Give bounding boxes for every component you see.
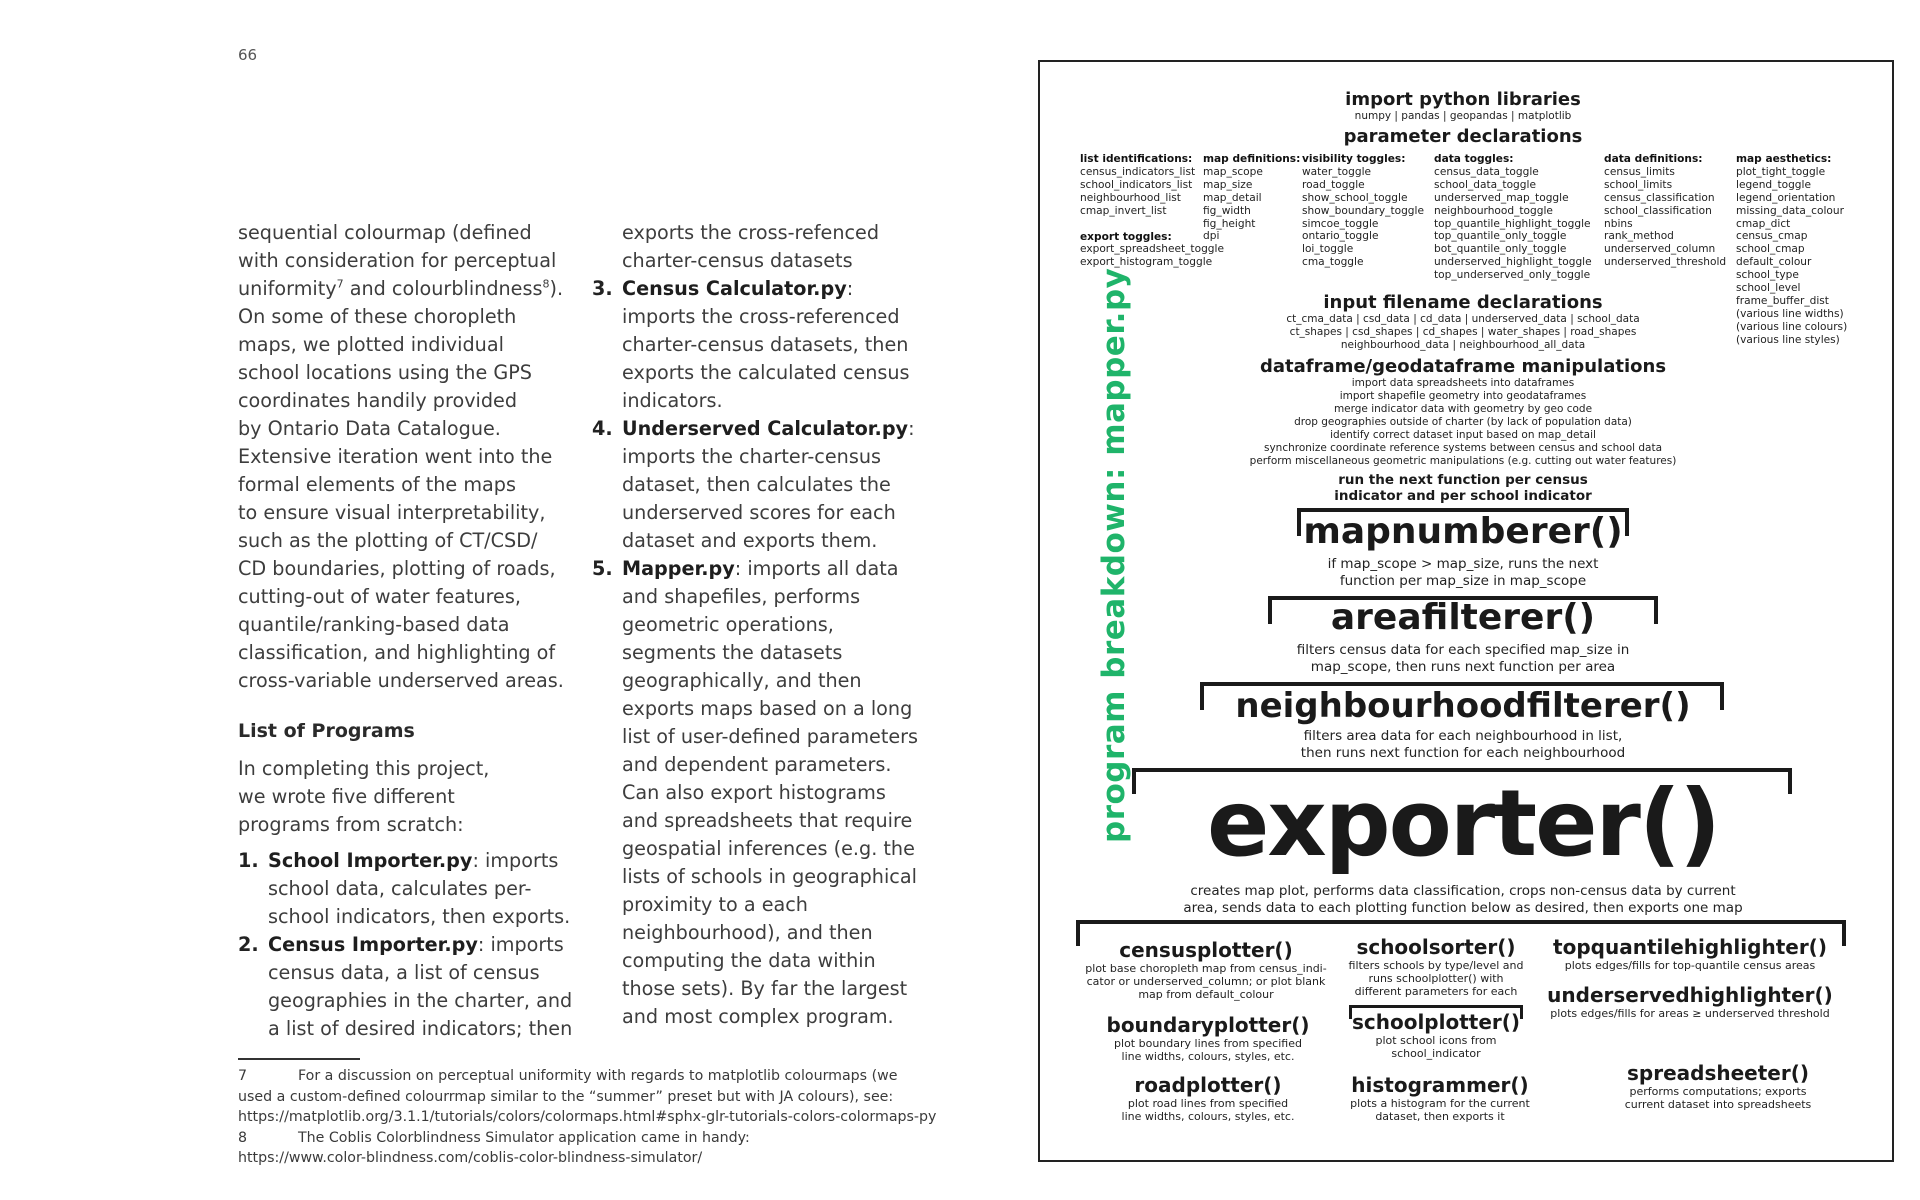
program-name: Census Importer.py: [268, 933, 478, 956]
text-line: coordinates handily provided: [238, 389, 518, 412]
fn-exporter: exporter(): [1206, 770, 1720, 877]
input-files: ct_cma_data | csd_data | cd_data | underserved_data | school_data ct_shapes | csd_shapes | cd_shapes | water_shapes | road_shapes neighbourhood_data | neighbourhood_all_data: [1286, 313, 1640, 351]
program-item-4: 4. Underserved Calculator.py: imports the charter-census dataset, then calculates the underserved scores for each dataset and exports them.: [592, 417, 915, 552]
item-number: 1.: [238, 849, 259, 872]
param-col-data-defs: data definitions: census_limits school_limits census_classification school_classification nbins rank_method underserved_column underserved_threshold: [1604, 153, 1727, 269]
text-line: quantile/ranking-based data: [238, 613, 510, 636]
page-number: 66: [238, 46, 258, 64]
text-line: maps, we plotted individual: [238, 333, 504, 356]
text-line: CD boundaries, plotting of roads,: [238, 557, 556, 580]
program-item-2: 2. Census Importer.py: imports census data, a list of census geographies in the charter, and a list of desired indicators; then: [238, 933, 573, 1040]
import-title: import python libraries: [1345, 89, 1581, 110]
text-line: by Ontario Data Catalogue.: [238, 417, 501, 440]
list-intro: [238, 755, 568, 839]
text-line: with consideration for perceptual: [238, 249, 557, 272]
fn-areafilterer-desc: filters census data for each specified map_size in map_scope, then runs next function per area: [1296, 642, 1630, 675]
item-number: 5.: [592, 557, 613, 580]
text-line: to ensure visual interpretability,: [238, 501, 546, 524]
footnote-ref-8: 8: [542, 277, 550, 291]
item-number: 3.: [592, 277, 613, 300]
program-name: Underserved Calculator.py: [622, 417, 909, 440]
sub-schoolsorter: schoolsorter() filters schools by type/level and runs schoolplotter() with different parameters for each: [1348, 935, 1524, 998]
param-col-data-toggles: data toggles: census_data_toggle school_data_toggle underserved_map_toggle neighbourhood_toggle top_quantile_highlight_toggle top_quantile_only_toggle bot_quantile_only_toggle underserved_highlight_toggle top_underserved_only_toggle: [1434, 153, 1592, 282]
sub-censusplotter: censusplotter() plot base choropleth map from census_indi- cator or underserved_column; or plot blank map from default_colour: [1085, 938, 1327, 1001]
program-item-5: 5. Mapper.py: imports all data and shapefiles, performs geometric operations, segments the datasets geographically, and then exports maps based on a long list of user-defined parameters and dependent parameters. Can also export histograms and spreadsheets that require geospatial inferences (e.g. the lists of schools in geographical proximity to a each neighbourhood), and then computing the data within those sets). By far the largest and most complex program.: [592, 557, 919, 1028]
input-title: input filename declarations: [1323, 292, 1603, 313]
intro-paragraph: [238, 219, 568, 695]
text-line: cutting-out of water features,: [238, 585, 521, 608]
text-line: sequential colourmap (defined: [238, 221, 532, 244]
param-col-map-defs: map definitions: map_scope map_size map_detail fig_width fig_height dpi: [1203, 153, 1301, 243]
program-name: Mapper.py: [622, 557, 735, 580]
footnotes: 7 For a discussion on perceptual uniformity with regards to matplotlib colourmaps (we used a custom-defined colourrmap similar to the “summer” preset but with JA colours), see: https://matplotlib.org/3.1.1/tutorials/colors/colormaps.html#sphx-glr-tutorials-colors-colormaps-py 8 The Coblis Colorblindness Simulator application came in handy: https://www.color-blindness.com/coblis-color-blindness-simulator/: [238, 1066, 938, 1169]
item-number: 2.: [238, 933, 259, 956]
text-column-left: [238, 219, 573, 1043]
sub-underservedhighlighter: underservedhighlighter() plots edges/fills for areas ≥ underserved threshold: [1547, 983, 1833, 1020]
footnote-7: 7 For a discussion on perceptual uniformity with regards to matplotlib colourmaps (we: [238, 1068, 898, 1084]
fn-neighbourhoodfilterer-desc: filters area data for each neighbourhood in list, then runs next function for each neighbourhood: [1300, 728, 1626, 761]
footnote-rule: [238, 1058, 360, 1060]
footnote-link[interactable]: https://matplotlib.org/3.1.1/tutorials/colors/colormaps.html#sphx-glr-tutorials-colors-colormaps-py: [238, 1109, 937, 1126]
item-number: 4.: [592, 417, 613, 440]
program-item-3: 3. Census Calculator.py: imports the cross-referenced charter-census datasets, then exports the calculated census indicators.: [592, 277, 910, 412]
text-column-right: [592, 219, 942, 1031]
text-line: cross-variable underserved areas.: [238, 669, 564, 692]
text-line: Extensive iteration went into the: [238, 445, 553, 468]
param-col-visibility: visibility toggles: water_toggle road_toggle show_school_toggle show_boundary_toggle simcoe_toggle ontario_toggle loi_toggle cma_toggle: [1302, 153, 1424, 269]
df-title: dataframe/geodataframe manipulations: [1259, 356, 1667, 377]
footnote-link[interactable]: https://www.color-blindness.com/coblis-color-blindness-simulator/: [238, 1150, 703, 1167]
text-line: On some of these choropleth: [238, 305, 517, 328]
sub-schoolplotter: schoolplotter() plot school icons from school_indicator: [1351, 1010, 1521, 1060]
text-line: classification, and highlighting of: [238, 641, 556, 664]
text-line: school locations using the GPS: [238, 361, 532, 384]
section-heading: List of Programs: [238, 720, 415, 742]
sub-topquantilehighlighter: topquantilehighlighter() plots edges/fills for top-quantile census areas: [1553, 935, 1827, 972]
fn-mapnumberer-desc: if map_scope > map_size, runs the next function per map_size in map_scope: [1327, 556, 1599, 589]
continuation-text: exports the cross-refenced charter-census datasets: [622, 221, 880, 272]
df-steps: import data spreadsheets into dataframes import shapefile geometry into geodataframes merge indicator data with geometry by geo code drop geographies outside of charter (by lack of population data) identify correct dataset input based on map_detail synchronize coordinate reference systems between census and school data perform miscellaneous geometric manipulations (e.g. cutting out water features): [1249, 377, 1677, 467]
text-line: such as the plotting of CT/CSD/: [238, 529, 538, 552]
text-line: we wrote five different: [238, 785, 455, 808]
sub-spreadsheeter: spreadsheeter() performs computations; exports current dataset into spreadsheets: [1624, 1061, 1812, 1111]
fn-mapnumberer: mapnumberer(): [1303, 511, 1623, 552]
sub-boundaryplotter: boundaryplotter() plot boundary lines from specified line widths, colours, styles, etc.: [1106, 1013, 1310, 1063]
text-line: programs from scratch:: [238, 813, 464, 836]
footnote-ref-7: 7: [336, 277, 344, 291]
param-col-aesthetics: map aesthetics: plot_tight_toggle legend_toggle legend_orientation missing_data_colour cmap_dict census_cmap school_cmap default_colour school_type school_level frame_buffer_dist (various line widths) (various line colours) (various line styles): [1736, 153, 1848, 346]
text-line: In completing this project,: [238, 757, 490, 780]
param-col-lists: list identifications: census_indicators_list school_indicators_list neighbourhood_list cmap_invert_list export toggles: export_spreadsheet_toggle export_histogram_toggle: [1080, 153, 1224, 269]
sub-roadplotter: roadplotter() plot road lines from specified line widths, colours, styles, etc.: [1121, 1073, 1295, 1123]
footnote-8: 8 The Coblis Colorblindness Simulator application came in handy:: [238, 1129, 750, 1146]
diagram-vertical-title: program breakdown: mapper.py: [1096, 267, 1132, 843]
import-subtitle: numpy | pandas | geopandas | matplotlib: [1354, 110, 1572, 122]
sub-histogrammer: histogrammer() plots a histogram for the current dataset, then exports it: [1350, 1073, 1530, 1123]
fn-areafilterer: areafilterer(): [1330, 597, 1596, 638]
fn-neighbourhoodfilterer: neighbourhoodfilterer(): [1235, 686, 1691, 726]
text-line: uniformity$^7$ and colourblindness$^8$).: [238, 277, 564, 300]
program-name: School Importer.py: [268, 849, 473, 872]
program-item-1: 1. School Importer.py: imports school data, calculates per- school indicators, then exports.: [238, 849, 571, 928]
text-line: formal elements of the maps: [238, 473, 516, 496]
program-name: Census Calculator.py: [622, 277, 847, 300]
param-title: parameter declarations: [1343, 126, 1583, 147]
run-note: run the next function per census indicator and per school indicator: [1334, 472, 1592, 504]
fn-exporter-desc: creates map plot, performs data classification, crops non-census data by current area, sends data to each plotting function below as desired, then exports one map: [1183, 883, 1743, 916]
